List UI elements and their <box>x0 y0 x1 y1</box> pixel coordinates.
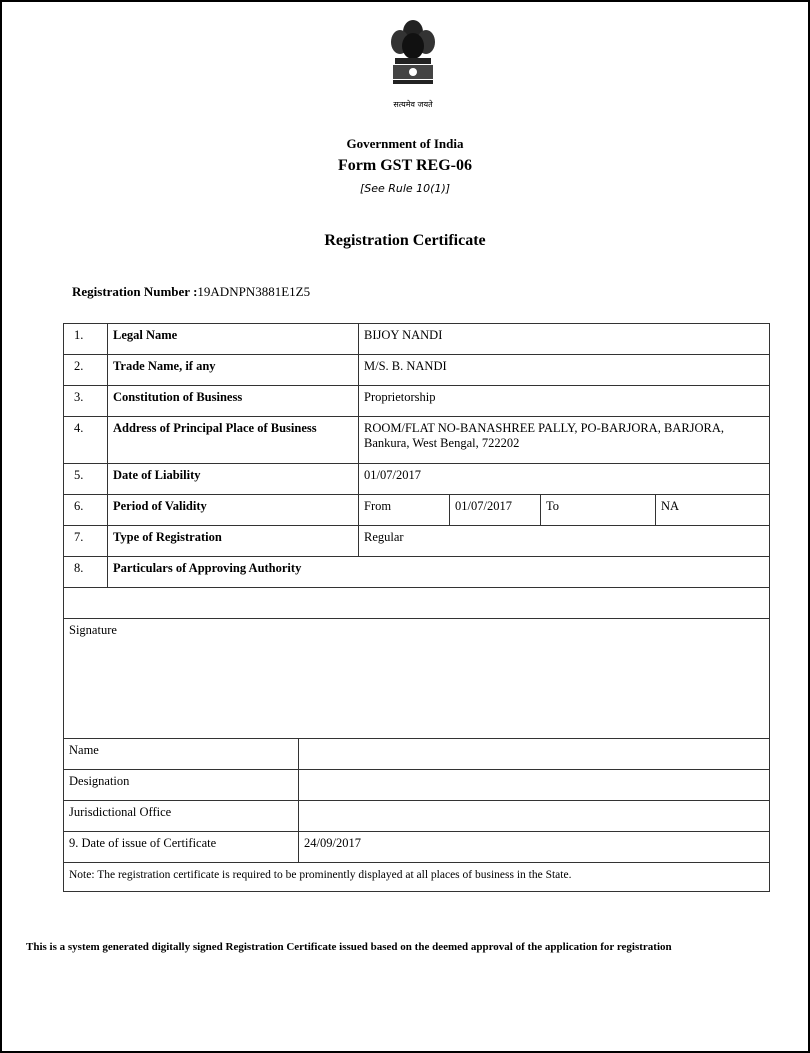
row-number: 4. <box>64 417 108 463</box>
registration-number-line <box>72 284 310 300</box>
table-row <box>64 526 769 557</box>
trade-name-value: M/S. B. NANDI <box>364 359 447 373</box>
table-row <box>64 495 769 526</box>
row-number: 7. <box>64 526 108 556</box>
table-row <box>64 832 769 863</box>
table-row <box>64 739 769 770</box>
form-title: Form GST REG-06 <box>338 157 472 174</box>
footer-statement: This is a system generated digitally signed Registration Certificate issued based on the deemed approval of the application for registration <box>26 941 672 953</box>
svg-text:सत्यमेव जयते: सत्यमेव जयते <box>393 100 433 109</box>
table-row <box>64 386 769 417</box>
row-number: 3. <box>64 386 108 416</box>
display-note: Note: The registration certificate is required to be prominently displayed at all places of business in the State. <box>69 869 572 881</box>
table-row <box>64 417 769 464</box>
certificate-title: Registration Certificate <box>324 232 486 249</box>
blank-row <box>64 588 769 619</box>
officer-label: Jurisdictional Office <box>64 801 299 831</box>
validity-from-value: 01/07/2017 <box>450 495 541 525</box>
validity-from-label: From <box>359 495 450 525</box>
table-row <box>64 464 769 495</box>
table-row <box>64 355 769 386</box>
certificate-table <box>63 323 770 892</box>
government-heading: Government of India <box>346 136 464 151</box>
table-row <box>64 324 769 355</box>
table-row <box>64 770 769 801</box>
table-row <box>64 557 769 588</box>
validity-to-value: NA <box>661 499 680 513</box>
row-label: Legal Name <box>108 324 359 354</box>
table-row <box>64 801 769 832</box>
address-value: ROOM/FLAT NO-BANASHREE PALLY, PO-BARJORA, BARJORA, Bankura, West Bengal, 722202 <box>364 421 725 450</box>
date-of-liability-value: 01/07/2017 <box>364 468 421 482</box>
row-label: Date of Liability <box>108 464 359 494</box>
row-number: 6. <box>64 495 108 525</box>
row-label: Address of Principal Place of Business <box>108 417 359 463</box>
registration-type-value: Regular <box>364 530 404 544</box>
officer-name-value <box>299 739 769 769</box>
officer-designation-value <box>299 770 769 800</box>
row-number: 8. <box>64 557 108 587</box>
row-number: 2. <box>64 355 108 385</box>
jurisdictional-office-value <box>299 801 769 831</box>
officer-label: 9. Date of issue of Certificate <box>64 832 299 862</box>
signature-area: Signature <box>64 619 769 739</box>
validity-to-label: To <box>541 495 656 525</box>
row-number: 1. <box>64 324 108 354</box>
registration-number-label: Registration Number : <box>72 284 198 299</box>
row-number: 5. <box>64 464 108 494</box>
officer-label: Designation <box>64 770 299 800</box>
rule-reference: [See Rule 10(1)] <box>359 182 451 195</box>
row-label: Period of Validity <box>108 495 359 525</box>
row-label: Type of Registration <box>108 526 359 556</box>
date-of-issue-value: 24/09/2017 <box>304 836 361 850</box>
approving-authority-label: Particulars of Approving Authority <box>113 561 302 575</box>
row-label: Trade Name, if any <box>108 355 359 385</box>
row-label: Constitution of Business <box>108 386 359 416</box>
officer-label: Name <box>64 739 299 769</box>
national-emblem-icon <box>383 12 443 112</box>
constitution-value: Proprietorship <box>364 390 436 404</box>
registration-number-value: 19ADNPN3881E1Z5 <box>197 284 311 299</box>
legal-name-value: BIJOY NANDI <box>364 328 443 342</box>
